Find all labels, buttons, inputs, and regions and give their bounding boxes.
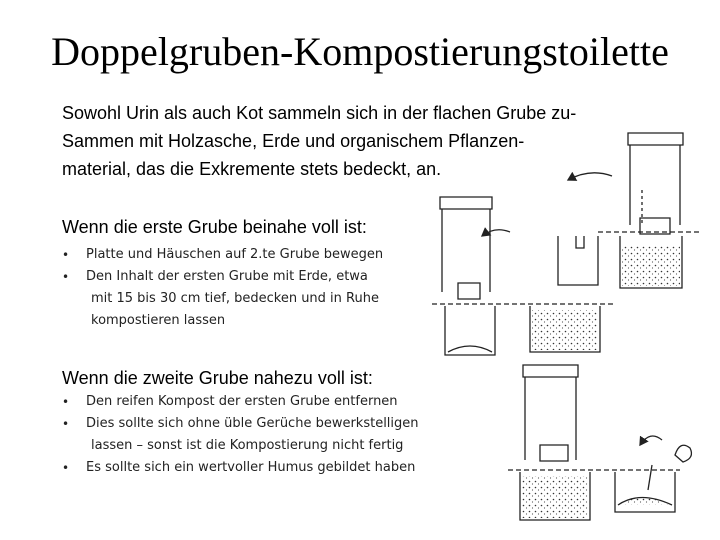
intro-line: Sammen mit Holzasche, Erde und organischem Pflanzen- (62, 131, 525, 151)
bullet-icon: • (62, 270, 70, 284)
intro-line: material, das die Exkremente stets bedeckt, an. (62, 159, 442, 179)
list-item-text: Es sollte sich ein wertvoller Humus gebildet haben (86, 460, 416, 475)
bullet-icon: • (62, 461, 70, 475)
intro-line: Sowohl Urin als auch Kot sammeln sich in der flachen Grube zu- (62, 103, 577, 123)
list-item-text: kompostieren lassen (91, 313, 226, 328)
bullet-icon: • (62, 395, 70, 409)
list-item-text: Den Inhalt der ersten Grube mit Erde, etwa (86, 269, 368, 284)
list-item-text: lassen – sonst ist die Kompostierung nicht fertig (91, 438, 404, 453)
list-item (62, 457, 419, 479)
shed-moved-to-second-pit-illustration (432, 197, 615, 355)
slide-title: Doppelgruben-Kompostierungstoilette (51, 29, 669, 74)
section2-list (62, 391, 419, 479)
list-item-text: mit 15 bis 30 cm tief, bedecken und in Ruhe (91, 291, 379, 306)
section2-heading: Wenn die zweite Grube nahezu voll ist: (62, 368, 373, 388)
list-item (62, 266, 383, 332)
list-item-text: Dies sollte sich ohne üble Gerüche bewerkstelligen (86, 416, 419, 431)
bullet-icon: • (62, 248, 70, 262)
list-item-text: Platte und Häuschen auf 2.te Grube bewegen (86, 247, 384, 262)
list-item (62, 413, 419, 457)
bullet-icon: • (62, 417, 70, 431)
list-item-text: Den reifen Kompost der ersten Grube entfernen (86, 394, 398, 409)
compost-removal-illustration (508, 365, 691, 520)
list-item (62, 244, 383, 266)
section1-heading: Wenn die erste Grube beinahe voll ist: (62, 217, 367, 237)
list-item (62, 391, 419, 413)
intro-paragraph (62, 99, 622, 183)
section1-list (62, 244, 383, 332)
